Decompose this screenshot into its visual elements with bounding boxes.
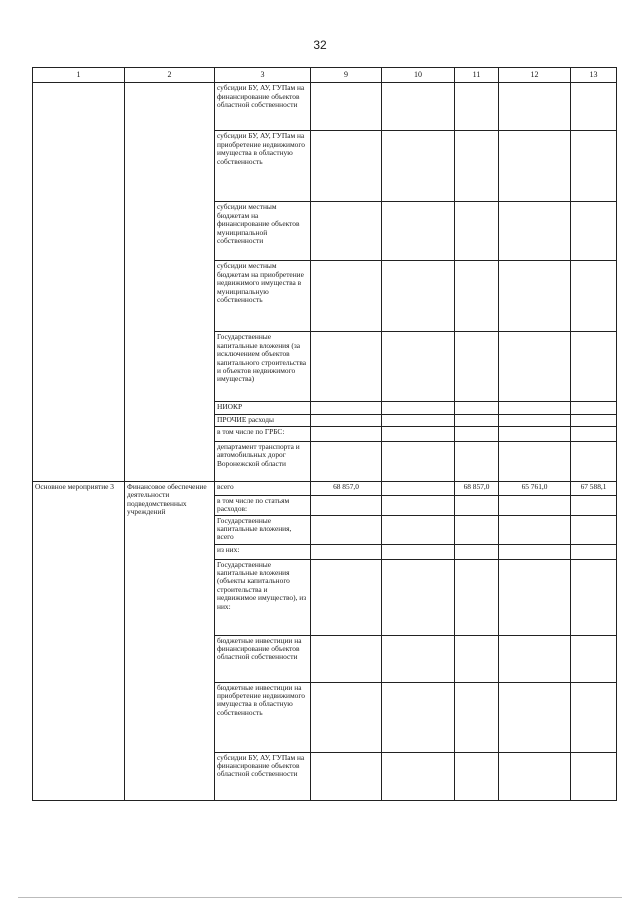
expense-label: из них:: [215, 544, 311, 559]
expense-label: в том числе по ГРБС:: [215, 426, 311, 441]
expense-label: ПРОЧИЕ расходы: [215, 415, 311, 426]
value-cell: 67 588,1: [571, 481, 617, 495]
description-cell: [125, 83, 215, 481]
header-cell: 11: [455, 68, 499, 83]
header-cell: 13: [571, 68, 617, 83]
page-number: 32: [313, 38, 327, 52]
activity-description: Финансовое обеспечение деятельности подведомственных учреждений: [125, 481, 215, 800]
expense-label: всего: [215, 481, 311, 495]
expense-label: Государственные капитальные вложения (объекты капитального строительства и недвижимое имущество), из них:: [215, 559, 311, 635]
header-cell: 1: [33, 68, 125, 83]
header-cell: 12: [499, 68, 571, 83]
expense-label: субсидии БУ, АУ, ГУПам на финансирование объектов областной собственности: [215, 752, 311, 800]
expense-label: департамент транспорта и автомобильных дорог Воронежской области: [215, 441, 311, 481]
budget-table: [32, 67, 617, 801]
expense-label: субсидии БУ, АУ, ГУПам на финансирование объектов областной собственности: [215, 83, 311, 131]
activity-name: Основное мероприятие 3: [33, 481, 125, 800]
expense-label: субсидии местным бюджетам на финансирование объектов муниципальной собственности: [215, 202, 311, 261]
value-cell: 68 857,0: [311, 481, 382, 495]
header-row: [33, 68, 617, 83]
table-row: [33, 83, 617, 131]
expense-label: субсидии БУ, АУ, ГУПам на приобретение недвижимого имущества в областную собственность: [215, 131, 311, 202]
expense-label: бюджетные инвестиции на финансирование объектов областной собственности: [215, 635, 311, 682]
header-cell: 10: [382, 68, 455, 83]
header-cell: 2: [125, 68, 215, 83]
expense-label: Государственные капитальные вложения, всего: [215, 515, 311, 544]
expense-label: бюджетные инвестиции на приобретение недвижимого имущества в областную собственность: [215, 682, 311, 752]
expense-label: Государственные капитальные вложения (за исключением объектов капитального строительства и объектов недвижимого имущества): [215, 332, 311, 402]
table-row: [33, 481, 617, 495]
activity-cell: [33, 83, 125, 481]
page-bottom-edge: [18, 897, 622, 898]
expense-label: субсидии местным бюджетам на приобретение недвижимого имущества в муниципальную собственность: [215, 261, 311, 332]
header-cell: 3: [215, 68, 311, 83]
expense-label: НИОКР: [215, 402, 311, 415]
value-cell: 68 857,0: [455, 481, 499, 495]
value-cell: 65 761,0: [499, 481, 571, 495]
header-cell: 9: [311, 68, 382, 83]
value-cell: [382, 481, 455, 495]
expense-label: в том числе по статьям расходов:: [215, 495, 311, 515]
